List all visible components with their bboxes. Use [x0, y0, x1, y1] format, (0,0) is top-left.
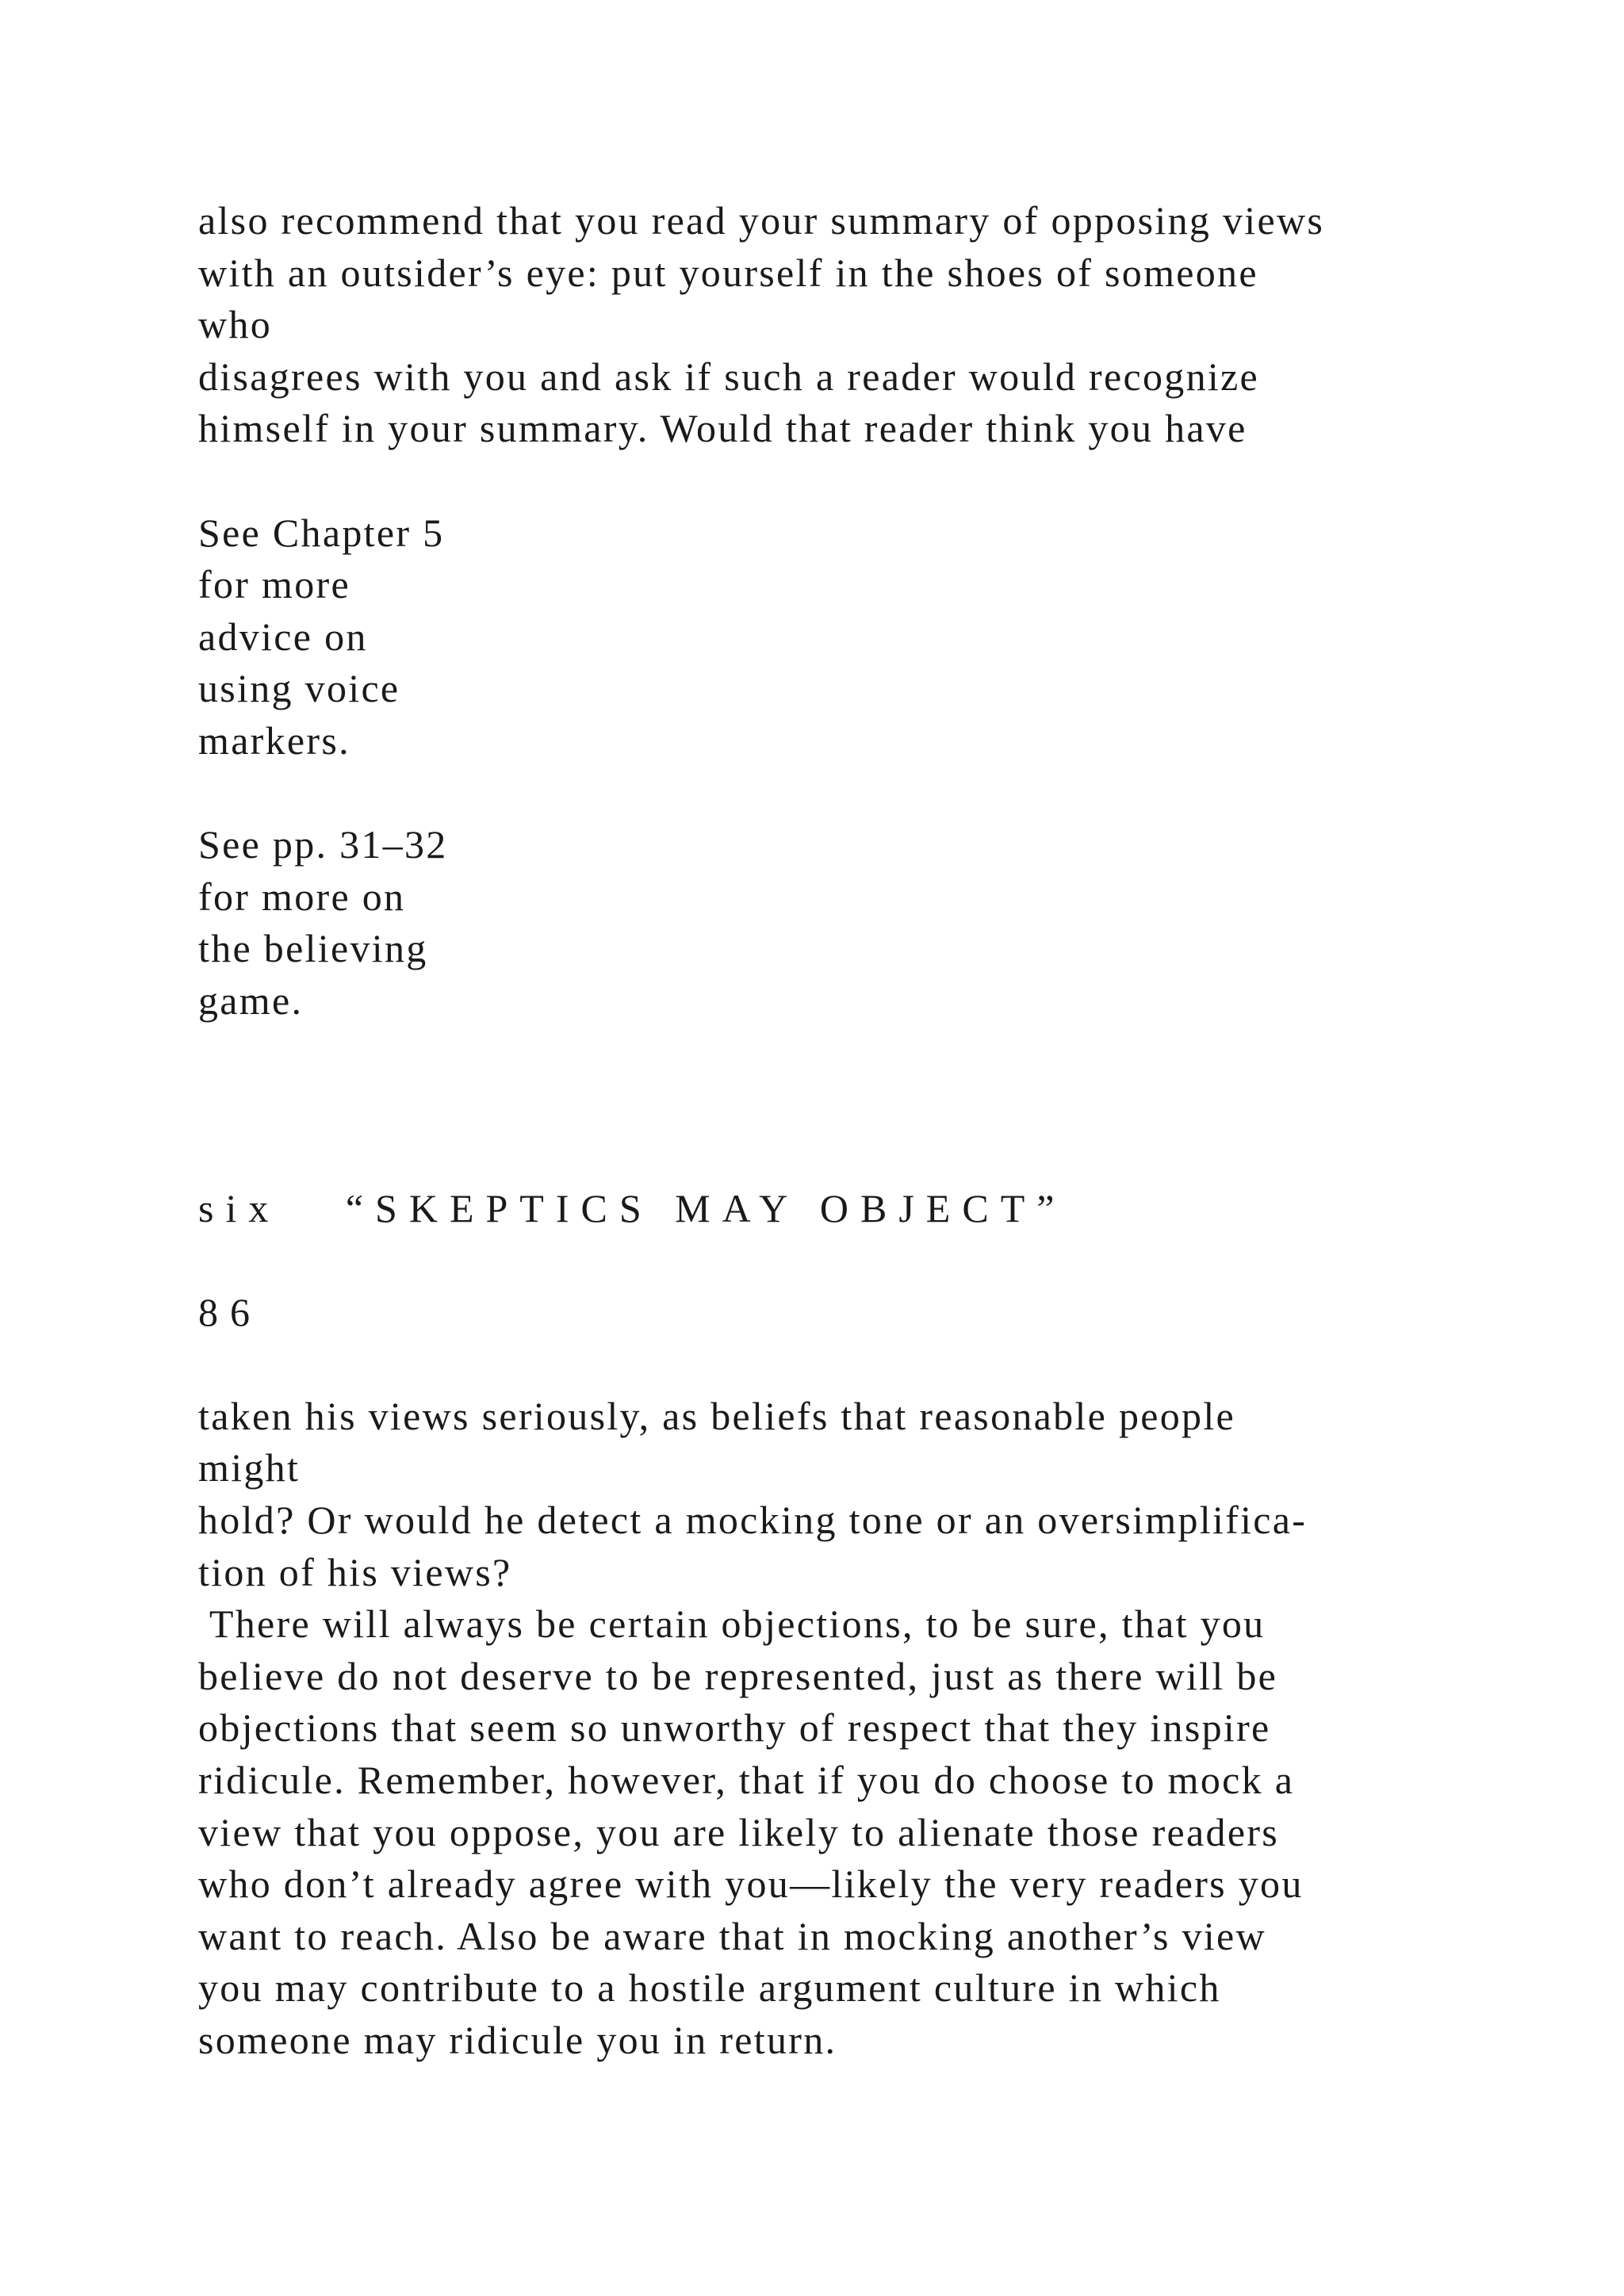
text-line: view that you oppose, you are likely to alienate those readers: [198, 1809, 1280, 1854]
blank-space: [198, 1027, 1546, 1183]
text-line: someone may ridicule you in return.: [198, 2018, 837, 2062]
text-line: advice on: [198, 614, 368, 659]
text-line: for more on: [198, 874, 406, 919]
text-line: you may contribute to a hostile argument culture in which: [198, 1965, 1221, 2011]
text-line: might: [198, 1445, 301, 1490]
text-line: taken his views seriously, as beliefs that reasonable people: [198, 1393, 1236, 1438]
margin-note-believing-game: [198, 819, 1546, 1027]
text-line: tion of his views?: [198, 1549, 512, 1594]
text-line: See pp. 31–32: [198, 822, 448, 867]
paragraph-top: [198, 195, 1546, 455]
text-line: using voice: [198, 666, 400, 711]
text-line: for more: [198, 562, 350, 607]
blank-line: [198, 1338, 1546, 1391]
text-line: markers.: [198, 718, 350, 763]
blank-line: [198, 767, 1546, 820]
text-line: with an outsider’s eye: put yourself in the shoes of someone: [198, 250, 1258, 295]
text-line: ridicule. Remember, however, that if you do choose to mock a: [198, 1758, 1295, 1803]
blank-line: [198, 1234, 1546, 1287]
text-line: objections that seem so unworthy of respect that they inspire: [198, 1705, 1271, 1751]
running-header: six “SKEPTICS MAY OBJECT”: [198, 1185, 1067, 1230]
margin-note-voice-markers: [198, 507, 1546, 767]
text-line: believe do not deserve to be represented, just as there will be: [198, 1653, 1278, 1698]
text-line: who: [198, 302, 273, 347]
text-line: the believing: [198, 926, 428, 971]
text-line: also recommend that you read your summary of opposing views: [198, 198, 1325, 243]
text-line: who don’t already agree with you—likely the very readers you: [198, 1862, 1304, 1907]
document-page: [198, 195, 1546, 2067]
page-number: 86: [198, 1289, 262, 1334]
text-line: See Chapter 5: [198, 510, 445, 555]
text-line: disagrees with you and ask if such a reader would recognize: [198, 354, 1260, 399]
text-line: himself in your summary. Would that reader think you have: [198, 406, 1247, 451]
text-line: game.: [198, 978, 304, 1023]
blank-line: [198, 455, 1546, 507]
paragraph-bottom: [198, 1391, 1546, 2067]
text-line: There will always be certain objections, to be sure, that you: [198, 1601, 1266, 1647]
text-line: want to reach. Also be aware that in mocking another’s view: [198, 1913, 1266, 1958]
text-line: hold? Or would he detect a mocking tone or an oversimplifica-: [198, 1498, 1308, 1543]
